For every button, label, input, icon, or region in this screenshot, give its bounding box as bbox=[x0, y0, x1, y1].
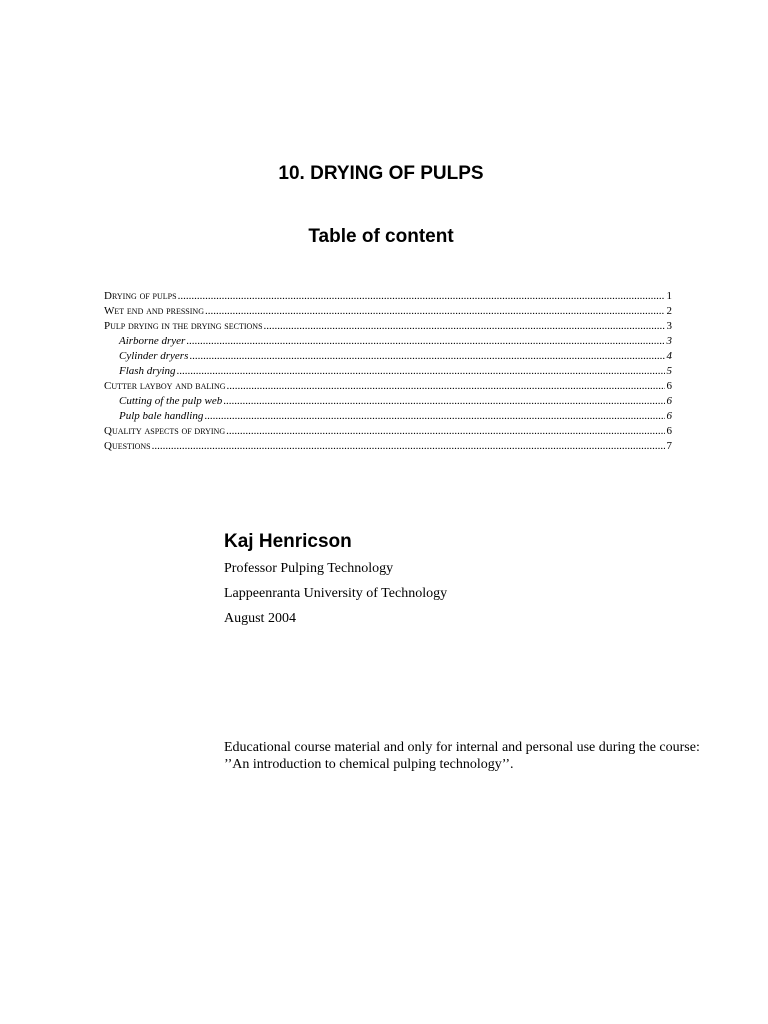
toc-entry-label: Cylinder dryers bbox=[119, 350, 189, 362]
toc-leader-dots bbox=[227, 379, 665, 394]
toc-entry-wet-end-and-pressing[interactable] bbox=[104, 304, 672, 319]
toc-heading: Table of content bbox=[308, 226, 454, 247]
toc-entry-label: Flash drying bbox=[119, 365, 176, 377]
toc-leader-dots bbox=[205, 304, 665, 319]
author-position: Professor Pulping Technology bbox=[224, 561, 394, 576]
toc-leader-dots bbox=[177, 364, 665, 379]
toc-entry-page: 6 bbox=[666, 380, 672, 392]
toc-entry-page: 3 bbox=[666, 335, 672, 347]
document-title: 10. DRYING OF PULPS bbox=[278, 163, 484, 184]
author-institution: Lappeenranta University of Technology bbox=[224, 586, 448, 601]
toc-leader-dots bbox=[178, 289, 665, 304]
toc-entry-label: Pulp drying in the drying sections bbox=[104, 320, 263, 332]
toc-leader-dots bbox=[186, 334, 664, 349]
toc-entry-cutting-of-the-pulp-web[interactable] bbox=[104, 394, 672, 409]
table-of-contents bbox=[104, 289, 672, 454]
toc-leader-dots bbox=[204, 409, 664, 424]
toc-entry-label: Quality aspects of drying bbox=[104, 425, 226, 437]
author-name: Kaj Henricson bbox=[224, 531, 352, 552]
author-block bbox=[224, 531, 704, 636]
toc-entry-label: Cutter layboy and baling bbox=[104, 380, 226, 392]
toc-leader-dots bbox=[223, 394, 664, 409]
toc-entry-page: 6 bbox=[666, 395, 672, 407]
toc-entry-page: 2 bbox=[666, 305, 672, 317]
toc-entry-page: 4 bbox=[666, 350, 672, 362]
toc-entry-pulp-drying-in-the-drying-sections[interactable] bbox=[104, 319, 672, 334]
toc-entry-page: 7 bbox=[666, 440, 672, 452]
toc-entry-label: Airborne dryer bbox=[119, 335, 186, 347]
toc-entry-drying-of-pulps[interactable] bbox=[104, 289, 672, 304]
toc-entry-airborne-dryer[interactable] bbox=[104, 334, 672, 349]
toc-leader-dots bbox=[189, 349, 664, 364]
toc-entry-questions[interactable] bbox=[104, 439, 672, 454]
toc-entry-page: 6 bbox=[666, 425, 672, 437]
publication-date: August 2004 bbox=[224, 611, 296, 626]
toc-entry-quality-aspects-of-drying[interactable] bbox=[104, 424, 672, 439]
toc-leader-dots bbox=[152, 439, 665, 454]
toc-entry-flash-drying[interactable] bbox=[104, 364, 672, 379]
toc-entry-label: Cutting of the pulp web bbox=[119, 395, 223, 407]
toc-entry-label: Wet end and pressing bbox=[104, 305, 204, 317]
toc-entry-pulp-bale-handling[interactable] bbox=[104, 409, 672, 424]
toc-entry-label: Questions bbox=[104, 440, 151, 452]
toc-entry-cutter-layboy-and-baling[interactable] bbox=[104, 379, 672, 394]
toc-entry-cylinder-dryers[interactable] bbox=[104, 349, 672, 364]
toc-entry-label: Pulp bale handling bbox=[119, 410, 204, 422]
toc-entry-page: 5 bbox=[666, 365, 672, 377]
toc-leader-dots bbox=[226, 424, 664, 439]
toc-entry-page: 3 bbox=[666, 320, 672, 332]
toc-entry-page: 6 bbox=[666, 410, 672, 422]
toc-entry-page: 1 bbox=[666, 290, 672, 302]
toc-entry-label: Drying of pulps bbox=[104, 290, 177, 302]
toc-leader-dots bbox=[264, 319, 665, 334]
usage-notice: Educational course material and only for internal and personal use during the course: ’’An introduction to chemical pulping technology’’. bbox=[224, 740, 700, 772]
